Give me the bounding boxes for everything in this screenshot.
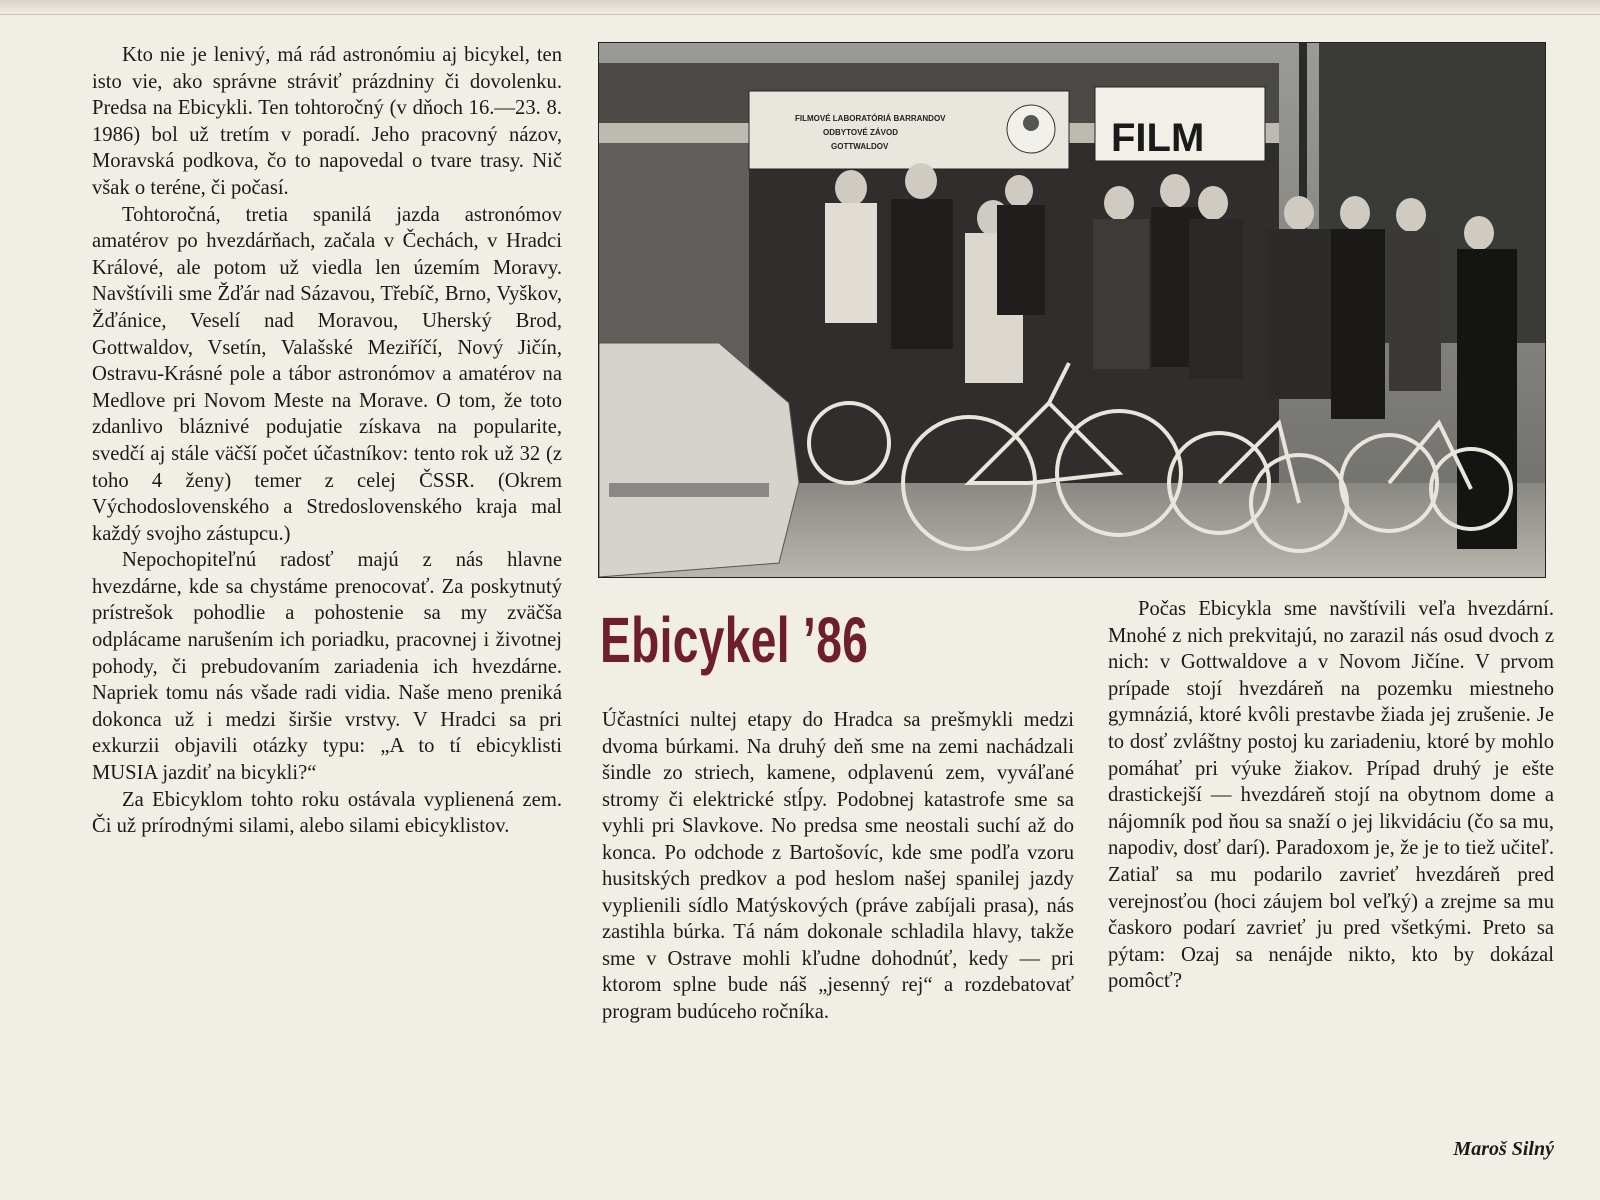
paragraph: Kto nie je lenivý, má rád astronómiu aj bicykel, ten isto vie, ako správne stráviť prázdniny či dovolenku. Predsa na Ebicykli. Ten tohtoročný (v dňoch 16.—23. 8. 1986) bol už tretím v poradí. Jeho pracovný názov, Moravská podkova, čo to napovedal o tvare trasy. Nič však o teréne, či počasí. <box>92 44 562 199</box>
sign-small-line: GOTTWALDOV <box>831 142 889 151</box>
article-photo <box>598 42 1546 578</box>
page-top-edge <box>0 0 1600 15</box>
article-right-column <box>1108 596 1554 995</box>
article-author: Maroš Silný <box>1453 1138 1554 1160</box>
sign-small-line: ODBYTOVÉ ZÁVOD <box>823 128 898 137</box>
paragraph: Účastníci nultej etapy do Hradca sa prešmykli medzi dvoma búrkami. Na druhý deň sme na zemi nachádzali šindle zo striech, kamene, odplavenú zem, vyváľané stromy či elektrické stĺpy. Podobnej katastrofe sme sa vyhli pri Slavkove. No predsa sme neostali suchí až do konca. Po odchode z Bartošovíc, kde sme podľa vzoru husitských predkov a pod heslom našej spanilej jazdy vyplienili sídlo Matýskových (práve zabíjali prasa), nás zastihla búrka. Tá nám dokonale schladila hlavy, takže sme v Ostrave mohli kľudne dohodnúť, kedy — pri ktorom splne bude náš „jesenný rej“ a rozdebatovať program budúceho ročníka. <box>602 709 1074 1023</box>
paragraph: Počas Ebicykla sme navštívili veľa hvezdární. Mnohé z nich prekvitajú, no zarazil nás osud dvoch z nich: v Gottwaldove a v Novom Jičíne. V prvom prípade stojí hvezdáreň na pozemku miestneho gymnáziá, ktoré kvôli prestavbe žiada jej zrušenie. Je to dosť zvláštny postoj ku zariadeniu, ktoré by mohlo pomáhať pri výuke žiakov. Prípad druhý je ešte drastickejší — hvezdáreň stojí na obytnom dome a nájomník pod ňou sa snaží o jej likvidáciu (čo sa mu, napodiv, dosť darí). Paradoxom je, že je to tiež učiteľ. Zatiaľ sa mu podarilo zavrieť hvezdáreň pred verejnosťou (hoci záujem bol veľký) a zrejme sa mu časkoro podarí zavrieť ju pred všetkými. Preto sa pýtam: Ozaj sa nenájde nikto, kto by dokázal pomôcť? <box>1108 598 1554 993</box>
paragraph: Tohtoročná, tretia spanilá jazda astronómov amatérov po hvezdárňach, začala v Čechách, v Hradci Králové, ale potom už viedla len územím Moravy. Navštívili sme Žďár nad Sázavou, Třebíč, Brno, Vyškov, Žďánice, Veselí nad Moravou, Uherský Brod, Gottwaldov, Vsetín, Valašské Meziříčí, Nový Jičín, Ostravu-Krásné pole a tábor astronómov a amatérov na Medlove pri Novom Meste na Morave. O tom, že toto zdanlivo bláznivé podujatie získava na popularite, svedčí aj stále väčší počet účastníkov: tento rok už 32 (z toho 4 ženy) temer z celej ČSSR. (Okrem Východoslovenského a Stredoslovenského kraja mal každý svojho zástupcu.) <box>92 203 562 545</box>
article-left-column <box>92 42 562 840</box>
paragraph: Za Ebicyklom tohto roku ostávala vyplienená zem. Či už prírodnými silami, alebo silami ebicyklistov. <box>92 788 562 838</box>
article-middle-column <box>602 707 1074 1025</box>
sign-film-text: FILM <box>1111 116 1205 160</box>
paragraph: Nepochopiteľnú radosť majú z nás hlavne hvezdárne, kde sa chystáme prenocovať. Za poskytnutý prístrešok pohodlie a pohostenie sa my zväčša odplácame narušením ich poriadku, pracovnej i životnej pohody, či prebudovaním zariadenia ich hvezdárne. Napriek tomu nás všade radi vidia. Naše meno preniká dokonca už i medzi širšie vrstvy. V Hradci sa pri exkurzii objavili otázky typu: „A to tí ebicyklisti MUSIA jazdiť na bicykli?“ <box>92 549 562 785</box>
article-headline: Ebicykel ’86 <box>600 604 869 676</box>
sign-small-line: FILMOVÉ LABORATÓRIÁ BARRANDOV <box>795 114 946 123</box>
